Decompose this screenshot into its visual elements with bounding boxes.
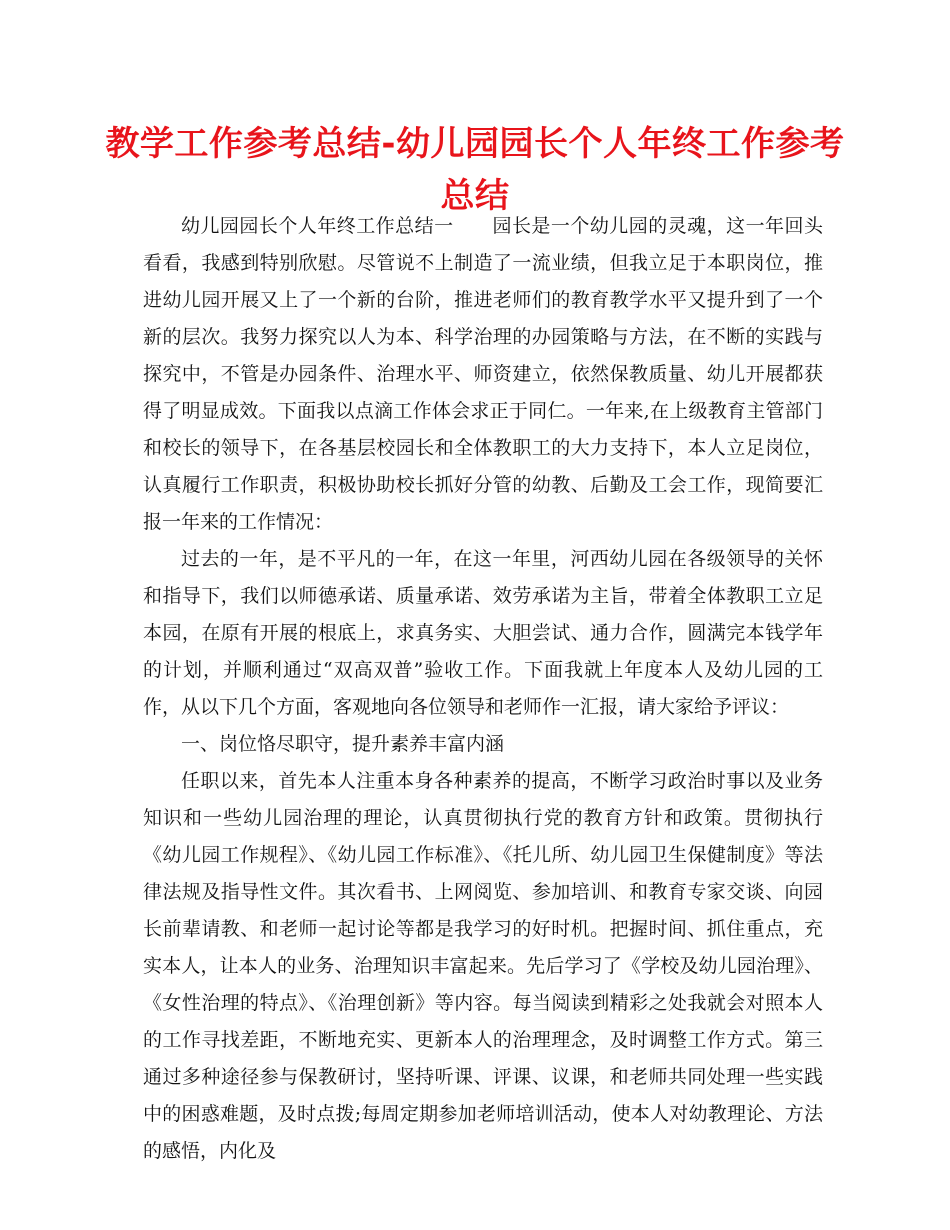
document-body — [143, 208, 823, 1170]
paragraph-intro: 幼儿园园长个人年终工作总结一 园长是一个幼儿园的灵魂，这一年回头看看，我感到特别欣慰。尽管说不上制造了一流业绩，但我立足于本职岗位，推进幼儿园开展又上了一个新的台阶，推进老师们的教育教学水平又提升到了一个新的层次。我努力探究以人为本、科学治理的办园策略与方法，在不断的实践与探究中，不管是办园条件、治理水平、师资建立，依然保教质量、幼儿开展都获得了明显成效。下面我以点滴工作体会求正于同仁。一年来,在上级教育主管部门和校长的领导下，在各基层校园长和全体教职工的大力支持下，本人立足岗位，认真履行工作职责，积极协助校长抓好分管的幼教、后勤及工会工作，现简要汇报一年来的工作情况： — [143, 215, 823, 533]
paragraph-overview: 过去的一年，是不平凡的一年，在这一年里，河西幼儿园在各级领导的关怀和指导下，我们以师德承诺、质量承诺、效劳承诺为主旨，带着全体教职工立足本园，在原有开展的根底上，求真务实、大胆尝试、通力合作，圆满完本钱学年的计划，并顺利通过“双高双普”验收工作。下面我就上年度本人及幼儿园的工作，从以下几个方面，客观地向各位领导和老师作一汇报，请大家给予评议： — [143, 548, 823, 718]
document-title: 教学工作参考总结-幼儿园园长个人年终工作参考总结 — [105, 124, 845, 216]
section-heading: 一、岗位恪尽职守，提升素养丰富内涵 — [181, 733, 505, 755]
paragraph-section-one: 任职以来，首先本人注重本身各种素养的提高，不断学习政治时事以及业务知识和一些幼儿园治理的理论，认真贯彻执行党的教育方针和政策。贯彻执行《幼儿园工作规程》、《幼儿园工作标准》、《托儿所、幼儿园卫生保健制度》等法律法规及指导性文件。其次看书、上网阅览、参加培训、和教育专家交谈、向园长前辈请教、和老师一起讨论等都是我学习的好时机。把握时间、抓住重点，充实本人，让本人的业务、治理知识丰富起来。先后学习了《学校及幼儿园治理》、《女性治理的特点》、《治理创新》等内容。每当阅读到精彩之处我就会对照本人的工作寻找差距，不断地充实、更新本人的治理理念，及时调整工作方式。第三通过多种途径参与保教研讨，坚持听课、评课、议课，和老师共同处理一些实践中的困惑难题，及时点拨;每周定期参加老师培训活动，使本人对幼教理论、方法的感悟，内化及 — [143, 770, 823, 1162]
